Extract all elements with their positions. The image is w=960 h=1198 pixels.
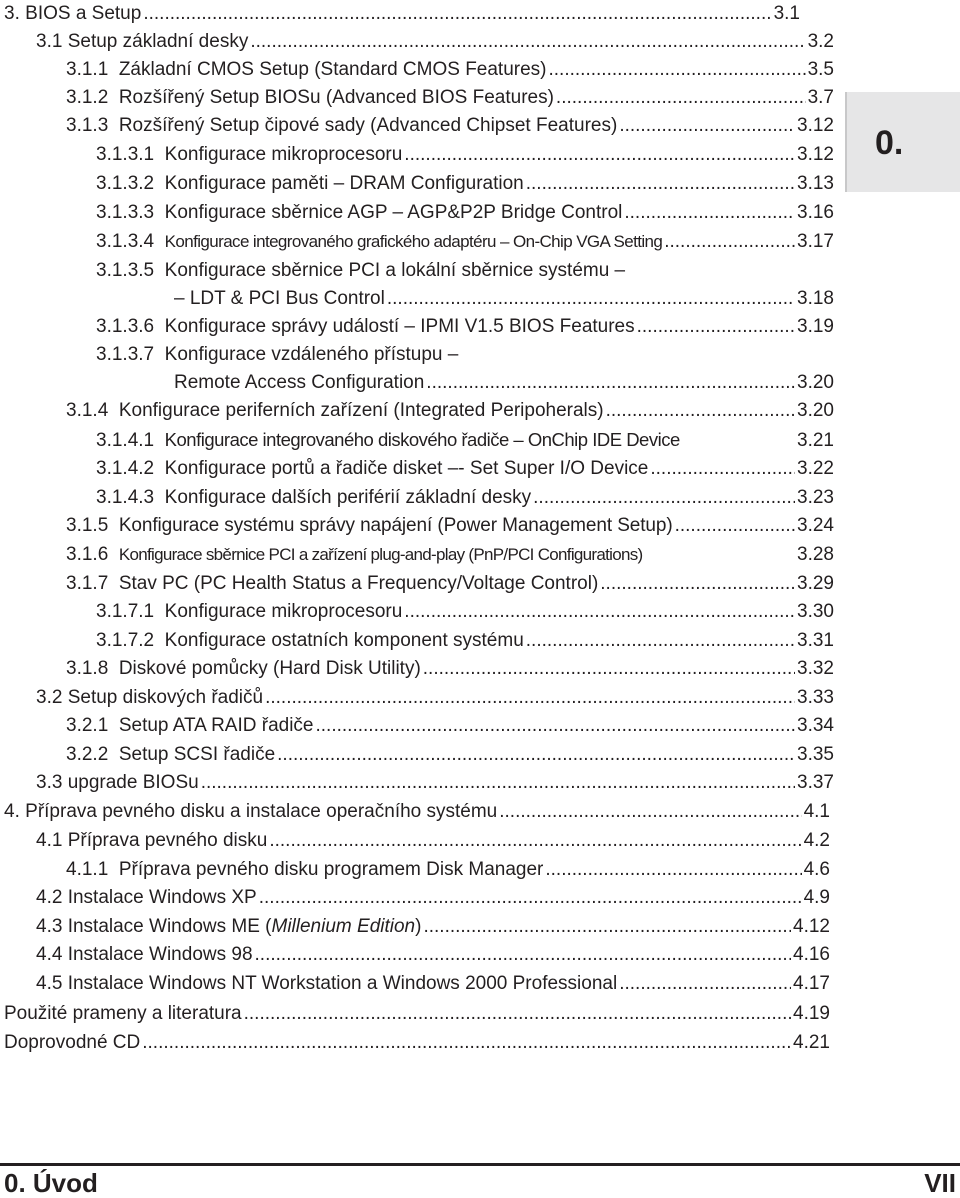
toc-entry-page: 3.13: [797, 173, 834, 194]
toc-entry-number: 3.1.4.3: [96, 487, 155, 508]
toc-entry-number: 4.1.1: [66, 859, 109, 880]
leader-dots: [259, 884, 802, 912]
toc-entry-number: 3.1.4.2: [96, 458, 155, 479]
toc-entry-page: 4.19: [793, 1003, 830, 1024]
toc-entry[interactable]: [96, 627, 834, 655]
toc-entry-title: Konfigurace sběrnice PCI a zařízení plug-and-play (PnP/PCI Configurations): [118, 545, 643, 564]
toc-entry-page: 3.29: [797, 573, 834, 594]
toc-entry-number: 3.1.7: [66, 573, 109, 594]
toc-entry[interactable]: [66, 112, 834, 140]
toc-entry-page: 3.18: [797, 288, 834, 309]
toc-entry-title: Setup diskových řadičů: [67, 687, 264, 708]
toc-entry[interactable]: [36, 684, 834, 712]
toc-entry-title: Použité prameny a literatura: [4, 1003, 242, 1024]
leader-dots: [250, 28, 805, 56]
leader-dots: [404, 598, 795, 626]
leader-dots: [143, 0, 771, 28]
toc-entry-number: 3.1.4: [66, 400, 109, 421]
leader-dots: [664, 228, 795, 256]
toc-entry-page: 4.2: [803, 830, 830, 851]
toc-entry-page: 3.1: [773, 3, 800, 24]
leader-dots: [142, 1029, 791, 1057]
toc-entry-title: Základní CMOS Setup (Standard CMOS Features): [118, 59, 547, 80]
toc-entry-page: 3.28: [797, 544, 834, 565]
toc-entry-page: 4.16: [793, 944, 830, 965]
toc-entry[interactable]: [36, 884, 830, 912]
toc-entry[interactable]: [36, 827, 830, 855]
toc-entry[interactable]: [36, 913, 830, 941]
toc-entry-title: Konfigurace vzdáleného přístupu –: [164, 344, 459, 365]
toc-entry-page: 3.32: [797, 658, 834, 679]
toc-entry-title: Příprava pevného disku a instalace operačního systému: [25, 801, 498, 822]
toc-entry-number: 4.3: [36, 916, 63, 937]
leader-dots: [269, 827, 801, 855]
leader-dots: [404, 141, 795, 169]
toc-entry-page: 3.7: [807, 87, 834, 108]
toc-entry-title: Instalace Windows 98: [67, 944, 253, 965]
toc-entry[interactable]: [36, 970, 830, 998]
toc-entry[interactable]: [36, 28, 834, 56]
toc-entry-title: Konfigurace sběrnice AGP – AGP&P2P Bridge Control: [164, 202, 623, 223]
toc-entry[interactable]: [66, 655, 834, 683]
toc-entry-number: 3.1.3.6: [96, 316, 155, 337]
toc-entry-continuation[interactable]: [174, 285, 834, 313]
toc-entry-title: Setup ATA RAID řadiče: [118, 715, 314, 736]
toc-entry[interactable]: [96, 257, 834, 285]
leader-dots: [423, 655, 795, 683]
toc-entry-title: BIOS a Setup: [25, 3, 142, 24]
toc-entry-title: Rozšířený Setup BIOSu (Advanced BIOS Features): [118, 87, 554, 108]
toc-entry-page: 3.12: [797, 144, 834, 165]
toc-entry-title: [68, 913, 422, 941]
toc-entry-title: Konfigurace portů a řadiče disket –- Set Super I/O Device: [164, 458, 649, 479]
footer-chapter-title: 0. Úvod: [4, 1168, 98, 1198]
toc-entry-page: 3.5: [807, 59, 834, 80]
toc-entry-number: 3.1.7.2: [96, 630, 155, 651]
toc-entry-number: 3.2.2: [66, 744, 109, 765]
toc-entry-title: Konfigurace integrovaného grafického adaptéru – On-Chip VGA Setting: [164, 232, 663, 251]
toc-entry-page: 3.20: [797, 372, 834, 393]
toc-entry[interactable]: [66, 512, 834, 540]
leader-dots: [637, 313, 795, 341]
toc-entry[interactable]: [66, 84, 834, 112]
leader-dots: [244, 1000, 791, 1028]
toc-entry-title: Konfigurace mikroprocesoru: [164, 601, 403, 622]
toc-entry-title: Konfigurace ostatních komponent systému: [164, 630, 524, 651]
leader-dots: [526, 627, 795, 655]
toc-entry[interactable]: [96, 598, 834, 626]
toc-entry-title: Doprovodné CD: [4, 1032, 141, 1053]
toc-entry[interactable]: [96, 313, 834, 341]
toc-entry-page: 4.1: [803, 801, 830, 822]
leader-dots: [619, 970, 791, 998]
toc-entry[interactable]: [66, 570, 834, 598]
toc-entry-number: 3.1.7.1: [96, 601, 155, 622]
toc-entry-number: 3.1.3.3: [96, 202, 155, 223]
leader-dots: [265, 684, 795, 712]
toc-entry-number: 3.: [4, 3, 20, 24]
toc-entry[interactable]: [96, 426, 834, 454]
leader-dots: [675, 512, 795, 540]
toc-entry-number: 3.1.3.5: [96, 260, 155, 281]
toc-entry-number: 3.3: [36, 772, 63, 793]
toc-entry[interactable]: [66, 56, 834, 84]
toc-entry[interactable]: [66, 856, 830, 884]
title-suffix: ): [415, 916, 422, 937]
toc-entry-title: Konfigurace systému správy napájení (Power Management Setup): [118, 515, 673, 536]
toc-entry-title: upgrade BIOSu: [67, 772, 199, 793]
leader-dots: [650, 455, 795, 483]
toc-entry-number: 3.1.3.1: [96, 144, 155, 165]
toc-entry-page: 4.12: [793, 916, 830, 937]
toc-entry-page: 3.37: [797, 772, 834, 793]
leader-dots: [426, 369, 795, 397]
leader-dots: [556, 84, 806, 112]
toc-entry[interactable]: [66, 397, 834, 425]
leader-dots: [624, 199, 795, 227]
toc-entry-number: 3.1.3.4: [96, 231, 155, 252]
leader-dots: [201, 769, 795, 797]
toc-entry-title: Konfigurace integrovaného diskového řadiče – OnChip IDE Device: [164, 429, 680, 450]
toc-entry-number: 4.4: [36, 944, 63, 965]
leader-dots: [499, 798, 801, 826]
footer-page-number: VII: [924, 1168, 956, 1198]
toc-entry[interactable]: [66, 741, 834, 769]
toc-entry-title: Setup SCSI řadiče: [118, 744, 276, 765]
toc-entry[interactable]: [4, 1029, 830, 1057]
toc-entry-title: Konfigurace periferních zařízení (Integrated Peripoherals): [118, 400, 604, 421]
toc-entry-number: 3.1.3.7: [96, 344, 155, 365]
footer-divider: [0, 1163, 960, 1166]
toc-entry-continuation[interactable]: [174, 369, 834, 397]
toc-entry-page: 3.16: [797, 202, 834, 223]
toc-entry-title: Konfigurace mikroprocesoru: [164, 144, 403, 165]
leader-dots: [526, 170, 795, 198]
toc-entry-title: Instalace Windows NT Workstation a Windows 2000 Professional: [67, 973, 618, 994]
toc-entry-number: 3.1.5: [66, 515, 109, 536]
toc-entry-number: 3.1: [36, 31, 63, 52]
leader-dots: [600, 570, 795, 598]
leader-dots: [533, 484, 795, 512]
toc-entry-page: 3.2: [807, 31, 834, 52]
toc-entry-number: 3.1.4.1: [96, 430, 155, 451]
leader-dots: [277, 741, 795, 769]
toc-entry[interactable]: [96, 484, 834, 512]
toc-entry[interactable]: [4, 0, 800, 28]
toc-entry-number: 3.1.1: [66, 59, 109, 80]
toc-entry[interactable]: [66, 541, 834, 569]
toc-entry-number: 3.2: [36, 687, 63, 708]
toc-entry[interactable]: [96, 228, 834, 256]
toc-entry-title: Instalace Windows XP: [67, 887, 257, 908]
toc-entry-number: 3.1.2: [66, 87, 109, 108]
leader-dots: [549, 56, 806, 84]
toc-entry-page: 3.12: [797, 115, 834, 136]
toc-entry-page: 3.23: [797, 487, 834, 508]
toc-entry-page: 3.33: [797, 687, 834, 708]
toc-entry-title: Konfigurace sběrnice PCI a lokální sběrnice systému –: [164, 260, 626, 281]
toc-entry-number: 3.1.8: [66, 658, 109, 679]
toc-entry[interactable]: [96, 341, 834, 369]
toc-entry[interactable]: [96, 455, 834, 483]
leader-dots: [619, 112, 795, 140]
title-prefix: Instalace Windows ME (: [67, 916, 272, 937]
toc-entry-title: Konfigurace správy událostí – IPMI V1.5 BIOS Features: [164, 316, 635, 337]
leader-dots: [255, 941, 791, 969]
toc-entry-title: Konfigurace dalších periférií základní desky: [164, 487, 532, 508]
toc-entry-title: Konfigurace paměti – DRAM Configuration: [164, 173, 524, 194]
toc-entry-page: 3.17: [797, 231, 834, 252]
toc-entry-title: Rozšířený Setup čipové sady (Advanced Chipset Features): [118, 115, 618, 136]
toc-entry-number: 3.1.6: [66, 544, 109, 565]
leader-dots: [545, 856, 801, 884]
toc-entry-page: 3.30: [797, 601, 834, 622]
leader-dots: [423, 913, 791, 941]
leader-dots: [606, 397, 795, 425]
toc-entry-title: Příprava pevného disku programem Disk Manager: [118, 859, 544, 880]
title-italic: Millenium Edition: [271, 916, 416, 937]
toc-entry-number: 4.: [4, 801, 20, 822]
toc-entry[interactable]: [4, 1000, 830, 1028]
chapter-tab-label: 0.: [875, 124, 904, 162]
toc-entry-page: 3.31: [797, 630, 834, 651]
toc-entry-number: 4.5: [36, 973, 63, 994]
toc-entry-page: 3.34: [797, 715, 834, 736]
toc-entry-title: Příprava pevného disku: [67, 830, 268, 851]
toc-entry[interactable]: [4, 798, 830, 826]
toc-entry-title: Diskové pomůcky (Hard Disk Utility): [118, 658, 421, 679]
toc-entry-page: 3.22: [797, 458, 834, 479]
toc-entry-title: Stav PC (PC Health Status a Frequency/Voltage Control): [118, 573, 599, 594]
toc-entry-title: Setup základní desky: [67, 31, 249, 52]
toc-entry-title-cont: – LDT & PCI Bus Control: [174, 288, 385, 309]
toc-entry[interactable]: [96, 141, 834, 169]
toc-entry-page: 4.17: [793, 973, 830, 994]
toc-entry-page: 3.35: [797, 744, 834, 765]
toc-entry[interactable]: [36, 769, 834, 797]
toc-entry[interactable]: [96, 199, 834, 227]
leader-dots: [316, 712, 796, 740]
toc-entry-page: 3.19: [797, 316, 834, 337]
toc-entry-number: 4.2: [36, 887, 63, 908]
toc-entry-number: 3.1.3.2: [96, 173, 155, 194]
toc-entry-number: 4.1: [36, 830, 63, 851]
leader-dots: [387, 285, 795, 313]
toc-entry[interactable]: [96, 170, 834, 198]
toc-entry-page: 4.21: [793, 1032, 830, 1053]
toc-entry-page: 3.20: [797, 400, 834, 421]
toc-entry-page: 4.6: [803, 859, 830, 880]
toc-entry[interactable]: [36, 941, 830, 969]
toc-entry-page: 4.9: [803, 887, 830, 908]
toc-entry-number: 3.2.1: [66, 715, 109, 736]
toc-entry-title-cont: Remote Access Configuration: [174, 372, 425, 393]
toc-entry-page: 3.21: [797, 430, 834, 451]
chapter-tab-marker: [845, 92, 960, 192]
toc-entry-page: 3.24: [797, 515, 834, 536]
toc-entry[interactable]: [66, 712, 834, 740]
toc-entry-number: 3.1.3: [66, 115, 109, 136]
